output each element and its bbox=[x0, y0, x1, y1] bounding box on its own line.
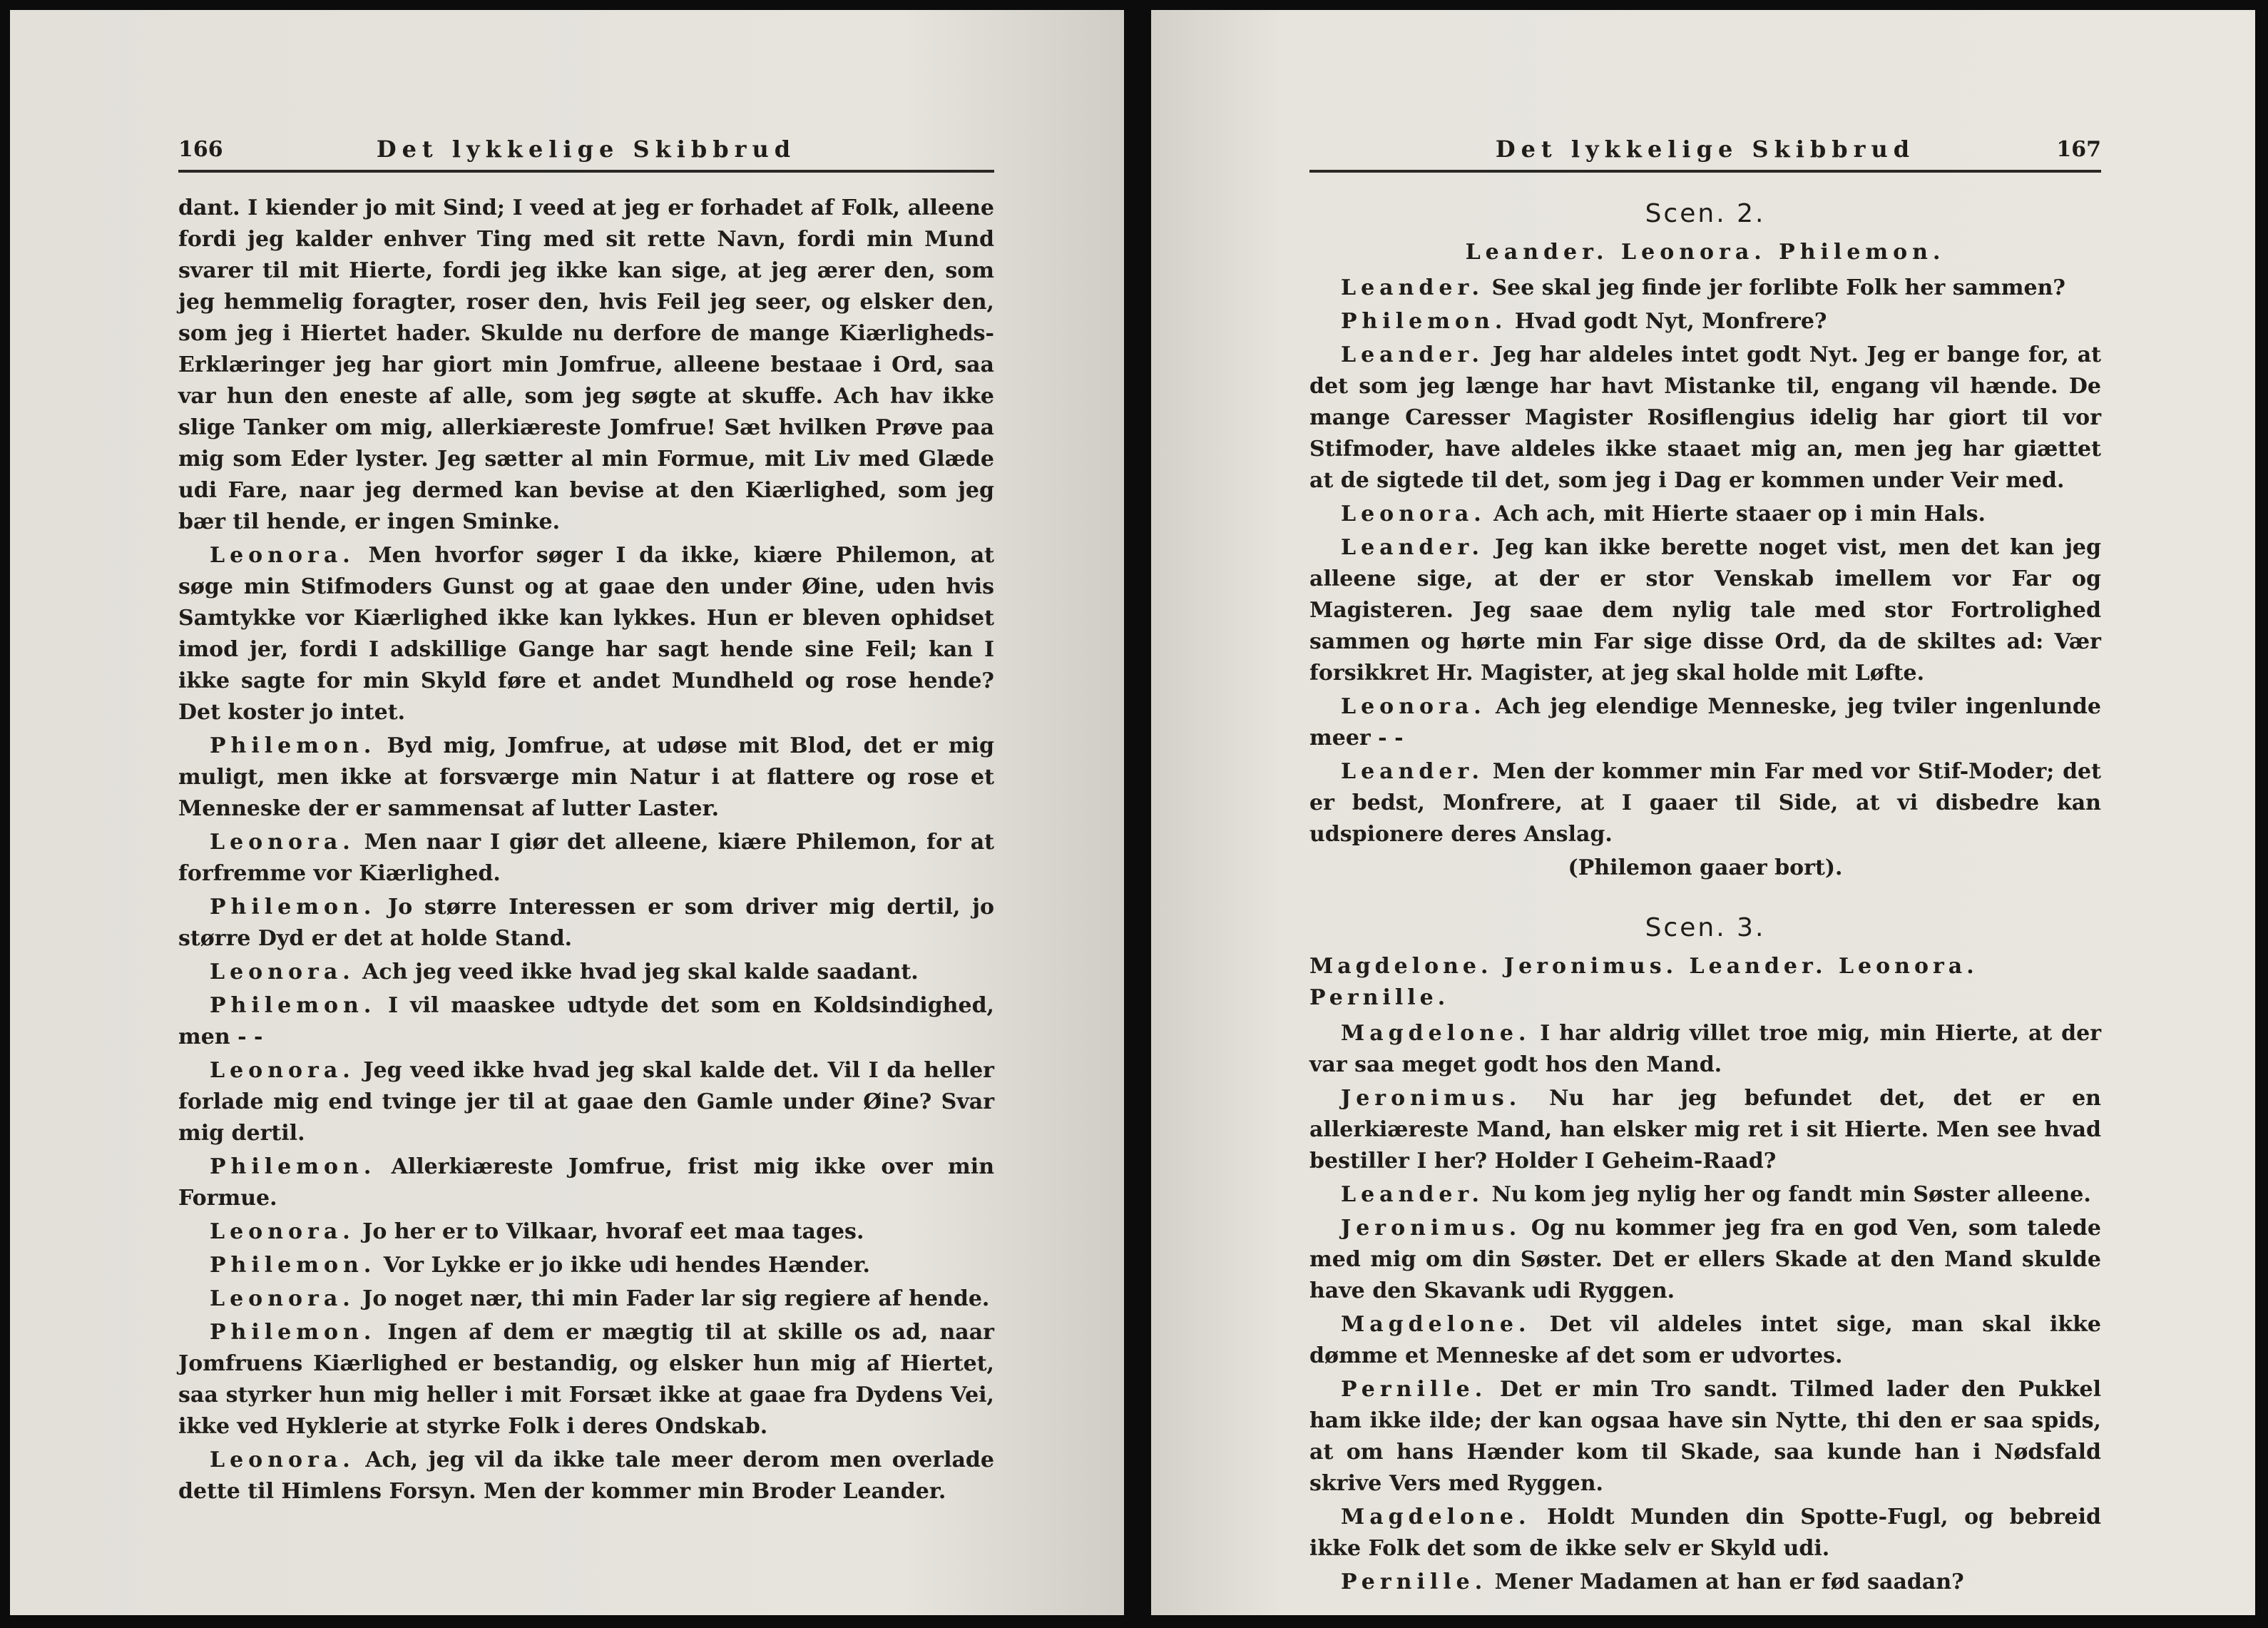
dialogue-paragraph bbox=[1309, 532, 2101, 689]
dialogue-text: dant. I kiender jo mit Sind; I veed at jeg er forhadet af Folk, alleene fordi jeg kalder enhver Ting med sit rette Navn, fordi min Mund svarer til mit Hierte, fordi jeg ikke kan sige, at jeg ærer den, som jeg hemmelig foragter, roser den, hvis Feil jeg seer, og elsker den, som jeg i Hiertet hader. Skulde nu derfore de mange Kiærligheds-Erklæringer jeg har giort min Jomfrue, alleene bestaae i Ord, saa var hun den eneste af alle, som jeg søgte at skuffe. Ach hav ikke slige Tanker om mig, allerkiæreste Jomfrue! Sæt hvilken Prøve paa mig som Eder lyster. Jeg sætter al min Formue, mit Liv med Glæde udi Fare, naar jeg dermed kan bevise at den Kiærlighed, som jeg bær til hende, er ingen Sminke. bbox=[178, 195, 994, 534]
scene-heading: Scen. 2. bbox=[1645, 199, 1766, 228]
speaker-name: Magdelone. bbox=[1341, 1021, 1531, 1046]
dialogue-text: Nu har jeg befundet det, det er en allerkiæreste Mand, han elsker mig ret i sit Hierte. Men see hvad bestiller I her? Holder I Geheim-Raad? bbox=[1309, 1086, 2101, 1174]
dialogue-text: Ach jeg veed ikke hvad jeg skal kalde saadant. bbox=[354, 960, 919, 985]
speaker-name: Leonora. bbox=[210, 1058, 355, 1083]
speaker-name: Leonora. bbox=[210, 543, 355, 568]
scene-3-dialogue bbox=[1309, 1018, 2101, 1598]
dialogue-paragraph bbox=[1309, 1018, 2101, 1081]
dialogue-paragraph bbox=[1309, 340, 2101, 497]
dialogue-text: Vor Lykke er jo ikke udi hendes Hænder. bbox=[376, 1253, 870, 1278]
dialogue-text: Ingen af dem er mægtig til at skille os ad, naar Jomfruens Kiærlighed er bestandig, og elsker hun mig af Hiertet, saa styrker hun mig heller i mit Forsæt ikke at gaae fra Dydens Vei, ikke ved Hyklerie at styrke Folk i deres Ondskab. bbox=[178, 1320, 994, 1439]
dialogue-paragraph bbox=[1309, 1309, 2101, 1372]
page-number: 167 bbox=[2056, 137, 2101, 162]
dialogue-paragraph bbox=[178, 892, 994, 955]
dialogue-paragraph bbox=[1309, 499, 2101, 530]
speaker-name: Philemon. bbox=[210, 993, 377, 1018]
dialogue-paragraph bbox=[1309, 1374, 2101, 1500]
speaker-name: Philemon. bbox=[1341, 309, 1508, 334]
speaker-name: Jeronimus. bbox=[1341, 1216, 1522, 1241]
speaker-name: Philemon. bbox=[210, 1320, 377, 1345]
dialogue-text: Ach ach, mit Hierte staaer op i min Hals. bbox=[1486, 502, 1986, 526]
dialogue-paragraph bbox=[178, 1445, 994, 1507]
right-page-text bbox=[1309, 198, 2101, 1600]
dialogue-paragraph bbox=[178, 1250, 994, 1281]
dialogue-paragraph bbox=[1309, 273, 2101, 304]
speaker-name: Pernille. bbox=[1341, 1377, 1488, 1402]
dialogue-paragraph bbox=[178, 731, 994, 825]
dialogue-paragraph bbox=[178, 827, 994, 890]
dialogue-text: Og nu kommer jeg fra en god Ven, som talede med mig om din Søster. Det er ellers Skade at den Mand skulde have den Skavank udi Ryggen. bbox=[1309, 1216, 2101, 1303]
dialogue-text: Jeg kan ikke berette noget vist, men det kan jeg alleene sige, at der er stor Venskab imellem vor Far og Magisteren. Jeg saae dem nylig tale med stor Fortrolighed sammen og hørte min Far sige disse Ord, da de skiltes ad: Vær forsikkret Hr. Magister, at jeg skal holde mit Løfte. bbox=[1309, 535, 2101, 686]
left-page bbox=[10, 10, 1124, 1615]
dialogue-text: Det er min Tro sandt. Tilmed lader den Pukkel ham ikke ilde; der kan ogsaa have sin Nytte, thi den er saa spids, at om hans Hænder kom til Skade, saa kunde han i Nødsfald skrive Vers med Ryggen. bbox=[1309, 1377, 2101, 1496]
stage-direction: (Philemon gaaer bort). bbox=[1568, 855, 1843, 880]
speaker-name: Philemon. bbox=[210, 1154, 377, 1179]
dialogue-paragraph bbox=[178, 1151, 994, 1214]
dialogue-paragraph bbox=[178, 990, 994, 1053]
dialogue-paragraph bbox=[1309, 1179, 2101, 1211]
left-page-text bbox=[178, 193, 994, 1510]
speaker-name: Leander. bbox=[1341, 759, 1484, 784]
dialogue-paragraph bbox=[1309, 306, 2101, 337]
dialogue-paragraph bbox=[178, 1216, 994, 1248]
dialogue-paragraph bbox=[178, 540, 994, 728]
speaker-name: Philemon. bbox=[210, 733, 377, 758]
speaker-name: Magdelone. bbox=[1341, 1505, 1531, 1530]
speaker-name: Leander. bbox=[1341, 1182, 1484, 1207]
dialogue-text: I har aldrig villet troe mig, min Hierte, at der var saa meget godt hos den Mand. bbox=[1309, 1021, 2101, 1077]
dialogue-text: Men der kommer min Far med vor Stif-Moder; det er bedst, Monfrere, at I gaaer til Side, at vi disbedre kan udspionere deres Anslag. bbox=[1309, 759, 2101, 847]
dialogue-text: I vil maaskee udtyde det som en Koldsindighed, men - - bbox=[178, 993, 994, 1049]
running-title: Det lykkelige Skibbrud bbox=[1495, 136, 1916, 163]
speaker-name: Leonora. bbox=[1341, 502, 1486, 526]
dialogue-text: Jeg har aldeles intet godt Nyt. Jeg er bange for, at det som jeg længe har havt Mistanke til, engang vil hænde. De mange Caresser Magister Rosiflengius idelig har giort til vor Stifmoder, have aldeles ikke staaet mig an, men jeg har giættet at de sigtede til det, som jeg i Dag er kommen under Veir med. bbox=[1309, 342, 2101, 493]
dialogue-text: Hvad godt Nyt, Monfrere? bbox=[1507, 309, 1827, 334]
scene-cast: Leander. Leonora. Philemon. bbox=[1465, 240, 1946, 265]
dialogue-text: Jo her er to Vilkaar, hvoraf eet maa tages. bbox=[354, 1219, 864, 1244]
page-number: 166 bbox=[178, 137, 223, 162]
dialogue-text: See skal jeg finde jer forlibte Folk her sammen? bbox=[1484, 275, 2065, 300]
dialogue-text: Holdt Munden din Spotte-Fugl, og bebreid ikke Folk det som de ikke selv er Skyld udi. bbox=[1309, 1505, 2101, 1561]
scene-2-dialogue bbox=[1309, 273, 2101, 850]
dialogue-text: Jo noget nær, thi min Fader lar sig regiere af hende. bbox=[354, 1286, 990, 1311]
speaker-name: Philemon. bbox=[210, 895, 377, 920]
running-title: Det lykkelige Skibbrud bbox=[376, 136, 797, 163]
speaker-name: Leander. bbox=[1341, 275, 1484, 300]
right-page bbox=[1151, 10, 2255, 1615]
dialogue-paragraph bbox=[178, 1055, 994, 1149]
dialogue-text: Men naar I giør det alleene, kiære Philemon, for at forfremme vor Kiærlighed. bbox=[178, 830, 994, 886]
speaker-name: Magdelone. bbox=[1341, 1312, 1531, 1337]
dialogue-text: Det vil aldeles intet sige, man skal ikke dømme et Menneske af det som er udvortes. bbox=[1309, 1312, 2101, 1368]
right-page-header bbox=[1309, 130, 2101, 173]
dialogue-paragraph bbox=[1309, 691, 2101, 754]
dialogue-text: Ach, jeg vil da ikke tale meer derom men overlade dette til Himlens Forsyn. Men der kommer min Broder Leander. bbox=[178, 1448, 994, 1504]
dialogue-paragraph bbox=[1309, 756, 2101, 850]
dialogue-paragraph bbox=[178, 193, 994, 538]
dialogue-text: Mener Madamen at han er fød saadan? bbox=[1487, 1570, 1964, 1594]
dialogue-paragraph bbox=[178, 1283, 994, 1315]
speaker-name: Leander. bbox=[1341, 535, 1484, 560]
speaker-name: Leonora. bbox=[210, 1448, 355, 1472]
speaker-name: Leonora. bbox=[210, 1219, 355, 1244]
dialogue-paragraph bbox=[1309, 1567, 2101, 1598]
speaker-name: Jeronimus. bbox=[1341, 1086, 1522, 1111]
speaker-name: Leonora. bbox=[210, 830, 355, 855]
dialogue-text: Nu kom jeg nylig her og fandt min Søster alleene. bbox=[1484, 1182, 2091, 1207]
speaker-name: Leonora. bbox=[210, 1286, 355, 1311]
scene-cast: Magdelone. Jeronimus. Leander. Leonora. Pernille. bbox=[1309, 954, 1978, 1010]
dialogue-text: Men hvorfor søger I da ikke, kiære Philemon, at søge min Stifmoders Gunst og at gaae den under Øine, uden hvis Samtykke vor Kiærlighed ikke kan lykkes. Hun er bleven ophidset imod jer, fordi I adskillige Gange har sagt hende sine Feil; kan I ikke sagte for min Skyld føre et andet Mundheld og rose hende? Det koster jo intet. bbox=[178, 543, 994, 725]
dialogue-text: Byd mig, Jomfrue, at udøse mit Blod, det er mig muligt, men ikke at forsværge min Natur i at flattere og rose et Menneske der er sammensat af lutter Laster. bbox=[178, 733, 994, 821]
dialogue-text: Ach jeg elendige Menneske, jeg tviler ingenlunde meer - - bbox=[1309, 694, 2101, 751]
speaker-name: Philemon. bbox=[210, 1253, 377, 1278]
dialogue-paragraph bbox=[178, 957, 994, 988]
dialogue-text: Jeg veed ikke hvad jeg skal kalde det. Vil I da heller forlade mig end tvinge jer til at gaae den Gamle under Øine? Svar mig dertil. bbox=[178, 1058, 994, 1146]
speaker-name: Leonora. bbox=[210, 960, 355, 985]
left-page-header bbox=[178, 130, 994, 173]
speaker-name: Pernille. bbox=[1341, 1570, 1488, 1594]
dialogue-text: Jo større Interessen er som driver mig dertil, jo større Dyd er det at holde Stand. bbox=[178, 895, 994, 951]
dialogue-text: Allerkiæreste Jomfrue, frist mig ikke over min Formue. bbox=[178, 1154, 994, 1211]
scene-heading: Scen. 3. bbox=[1645, 913, 1766, 942]
dialogue-paragraph bbox=[1309, 1502, 2101, 1565]
dialogue-paragraph bbox=[1309, 1083, 2101, 1177]
speaker-name: Leander. bbox=[1341, 342, 1484, 367]
speaker-name: Leonora. bbox=[1341, 694, 1486, 719]
dialogue-paragraph bbox=[1309, 1213, 2101, 1307]
dialogue-paragraph bbox=[178, 1317, 994, 1443]
